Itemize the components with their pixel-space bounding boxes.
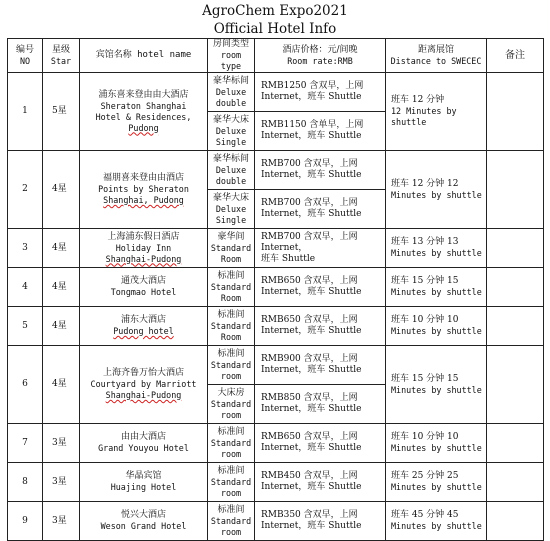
hotel-number: 7 — [8, 424, 43, 463]
room-rate-line: RMB450 含双早，上网 — [261, 471, 358, 481]
distance-line: 班车 10 分钟 10 — [391, 315, 459, 325]
room-type-line: Single — [215, 214, 247, 225]
room-type-line: 标准间 — [217, 504, 245, 515]
room-rate-line: Internet，班车 Shuttle — [261, 131, 362, 141]
room-type-line: room — [220, 526, 242, 537]
room-type-line: Standard — [210, 281, 252, 292]
hotel-name — [80, 307, 208, 346]
room-rate-line: Internet，班车 Shuttle — [261, 92, 362, 102]
distance-line: 班车 15 分钟 15 — [391, 276, 459, 286]
room-type-line: 豪华间 — [217, 231, 245, 242]
header-room-rate: 酒店价格：元/间晚 Room rate:RMB — [255, 39, 386, 73]
room-rate-line: Internet，班车 Shuttle — [261, 170, 362, 180]
hotel-number: 6 — [8, 346, 43, 424]
room-type-line: double — [215, 97, 247, 108]
hotel-name-line: Hotel & Residences, — [95, 111, 192, 122]
room-type-line: Standard — [210, 398, 252, 409]
distance-line: 班车 10 分钟 10 — [391, 432, 459, 442]
remark — [487, 346, 544, 424]
room-type-line: Standard — [210, 476, 252, 487]
header-no: 编号 NO — [8, 39, 43, 73]
room-type-line: 豪华大床 — [212, 114, 249, 125]
hotel-star: 4星 — [43, 151, 80, 229]
room-type-line: 标准间 — [217, 270, 245, 281]
room-rate — [255, 229, 386, 268]
room-rate — [255, 268, 386, 307]
room-rate — [255, 502, 386, 541]
hotel-name-line: Weson Grand Hotel — [100, 521, 187, 531]
hotel-star: 3星 — [43, 502, 80, 541]
room-rate-line: RMB700 含双早，上网 — [261, 159, 358, 169]
room-type-line: 标准间 — [217, 465, 245, 476]
hotel-number: 5 — [8, 307, 43, 346]
room-type — [208, 151, 255, 190]
room-rate — [255, 112, 386, 151]
hotel-name-line: Shanghai, Pudong — [103, 195, 184, 205]
hotel-number: 4 — [8, 268, 43, 307]
room-type-line: Standard — [210, 320, 252, 331]
room-type-line: 豪华大床 — [212, 192, 249, 203]
document-subtitle: Official Hotel Info — [213, 21, 337, 37]
header-star: 星级 Star — [43, 39, 80, 73]
room-type — [208, 424, 255, 463]
hotel-name — [80, 424, 208, 463]
distance — [386, 346, 487, 424]
hotel-name — [80, 73, 208, 151]
hotel-name-line: 悦兴大酒店 — [120, 510, 166, 520]
room-type — [208, 190, 255, 229]
hotel-number: 3 — [8, 229, 43, 268]
room-rate — [255, 307, 386, 346]
table-row — [8, 73, 544, 112]
distance-line: Minutes by shuttle — [391, 443, 482, 453]
header-row — [8, 39, 544, 73]
room-type-line: Standard — [210, 515, 252, 526]
hotel-number: 2 — [8, 151, 43, 229]
room-type — [208, 307, 255, 346]
hotel-name-line: 上海齐鲁万怡大酒店 — [102, 368, 184, 378]
hotel-name — [80, 229, 208, 268]
remark — [487, 151, 544, 229]
distance-line: Minutes by shuttle — [391, 189, 482, 200]
room-rate-line: RMB350 含双早，上网 — [261, 510, 358, 520]
room-type — [208, 385, 255, 424]
room-type-line: room — [220, 409, 242, 420]
hotel-star: 4星 — [43, 268, 80, 307]
room-type-line: 标准间 — [217, 309, 245, 320]
hotel-star: 3星 — [43, 463, 80, 502]
distance-line: 班车 13 分钟 13 — [391, 237, 459, 247]
table-row — [8, 229, 544, 268]
hotel-name-line: Sheraton Shanghai — [100, 100, 187, 111]
room-type-line: Deluxe — [215, 125, 247, 136]
distance — [386, 307, 487, 346]
distance — [386, 73, 487, 151]
room-type-line: Room — [220, 253, 242, 264]
hotel-name-line: 由由大酒店 — [120, 432, 166, 442]
distance — [386, 463, 487, 502]
room-rate-line: Internet，班车 Shuttle — [261, 404, 362, 414]
distance-line: 班车 45 分钟 45 — [391, 510, 459, 520]
remark — [487, 424, 544, 463]
room-type — [208, 112, 255, 151]
distance — [386, 424, 487, 463]
room-rate-line: Internet，班车 Shuttle — [261, 521, 362, 531]
hotel-name — [80, 151, 208, 229]
header-distance: 距离展馆 Distance to SWECEC — [386, 39, 487, 73]
table-row — [8, 151, 544, 190]
distance-line: 班车 12 分钟 — [391, 95, 445, 105]
room-rate — [255, 463, 386, 502]
room-rate-line: RMB700 含双早，上网 — [261, 198, 358, 208]
room-rate-line: Internet，班车 Shuttle — [261, 287, 362, 297]
room-rate-line: 班车 Shuttle — [261, 253, 316, 264]
room-rate-line: RMB900 含双早，上网 — [261, 354, 358, 364]
hotel-star: 5星 — [43, 73, 80, 151]
distance — [386, 268, 487, 307]
distance-line: 班车 12 分钟 12 — [391, 178, 459, 189]
room-type-line: Standard — [210, 437, 252, 448]
hotel-name-line: 浦东喜来登由由大酒店 — [98, 89, 189, 100]
header-hotel-name: 宾馆名称 hotel name — [80, 39, 208, 73]
hotel-name-line: Courtyard by Marriott — [90, 379, 197, 389]
room-type-line: 标准间 — [217, 426, 245, 437]
hotel-name — [80, 268, 208, 307]
hotel-name-line: Grand Youyou Hotel — [98, 443, 189, 453]
room-rate-line: RMB650 含双早，上网 — [261, 276, 358, 286]
room-rate-line: RMB700 含双早，上网 Internet， — [261, 231, 358, 253]
hotel-star: 4星 — [43, 346, 80, 424]
room-rate-line: Internet，班车 Shuttle — [261, 482, 362, 492]
hotel-star: 4星 — [43, 229, 80, 268]
hotel-name-line: Shanghai-Pudong — [105, 253, 182, 264]
hotel-name — [80, 502, 208, 541]
room-type-line: Standard — [210, 242, 252, 253]
room-type-line: Room — [220, 292, 242, 303]
room-type-line: 豪华标间 — [212, 153, 249, 164]
room-type-line: Deluxe — [215, 203, 247, 214]
remark — [487, 268, 544, 307]
hotel-name-line: 华晶宾馆 — [125, 471, 162, 481]
document-title: AgroChem Expo2021 — [202, 3, 348, 19]
room-type-line: Single — [215, 136, 247, 147]
room-type-line: Deluxe — [215, 164, 247, 175]
room-type — [208, 268, 255, 307]
room-type — [208, 73, 255, 112]
room-rate — [255, 424, 386, 463]
distance-line: Minutes by shuttle — [391, 384, 482, 395]
hotel-name — [80, 463, 208, 502]
room-type — [208, 502, 255, 541]
remark — [487, 307, 544, 346]
room-type-line: room — [220, 370, 242, 381]
distance-line: 12 Minutes by shuttle — [391, 106, 457, 127]
room-type-line: double — [215, 175, 247, 186]
distance-line: Minutes by shuttle — [391, 326, 482, 336]
hotel-name-line: 福朋喜来登由由酒店 — [102, 173, 184, 183]
hotel-name-line: Holiday Inn — [115, 242, 172, 253]
hotel-table — [7, 38, 544, 541]
table-row — [8, 463, 544, 502]
room-type-line: Room — [220, 331, 242, 342]
remark — [487, 463, 544, 502]
distance-line: Minutes by shuttle — [391, 482, 482, 492]
room-rate — [255, 73, 386, 112]
hotel-number: 8 — [8, 463, 43, 502]
distance — [386, 151, 487, 229]
room-type — [208, 229, 255, 268]
hotel-name-line: Tongmao Hotel — [110, 287, 177, 297]
table-row — [8, 307, 544, 346]
hotel-name — [80, 346, 208, 424]
hotel-name-line: Pudong hotel — [113, 326, 174, 336]
hotel-name-line: 浦东大酒店 — [120, 315, 166, 325]
room-type-line: room — [220, 448, 242, 459]
room-type-line: Deluxe — [215, 86, 247, 97]
distance-line: Minutes by shuttle — [391, 521, 482, 531]
hotel-name-line: Huajing Hotel — [110, 482, 177, 492]
table-row — [8, 502, 544, 541]
hotel-number: 1 — [8, 73, 43, 151]
distance — [386, 502, 487, 541]
hotel-name-line: Shanghai-Pudong — [105, 390, 182, 400]
hotel-star: 4星 — [43, 307, 80, 346]
table-row — [8, 346, 544, 385]
remark — [487, 73, 544, 151]
title-block — [0, 0, 550, 38]
room-rate — [255, 151, 386, 190]
room-rate-line: RMB1250 含双早，上网 — [261, 81, 364, 91]
distance-line: Minutes by shuttle — [391, 287, 482, 297]
table-row — [8, 268, 544, 307]
header-room-type: 房间类型 room type — [208, 39, 255, 73]
remark — [487, 502, 544, 541]
room-rate-line: RMB850 含双早，上网 — [261, 393, 358, 403]
room-type — [208, 346, 255, 385]
distance — [386, 229, 487, 268]
hotel-star: 3星 — [43, 424, 80, 463]
table-row — [8, 424, 544, 463]
header-remark: 备注 — [487, 39, 544, 73]
distance-line: 班车 25 分钟 25 — [391, 471, 459, 481]
distance-line: Minutes by shuttle — [391, 248, 482, 258]
room-type-line: 标准间 — [217, 348, 245, 359]
hotel-number: 9 — [8, 502, 43, 541]
hotel-name-line: Pudong — [128, 122, 159, 133]
room-rate — [255, 190, 386, 229]
room-rate — [255, 385, 386, 424]
room-type — [208, 463, 255, 502]
room-rate-line: Internet，班车 Shuttle — [261, 209, 362, 219]
hotel-name-line: 上海浦东假日酒店 — [107, 231, 180, 242]
distance-line: 班车 15 分钟 15 — [391, 373, 459, 384]
room-rate-line: RMB650 含双早，上网 — [261, 432, 358, 442]
room-type-line: room — [220, 487, 242, 498]
room-rate-line: Internet，班车 Shuttle — [261, 443, 362, 453]
room-rate-line: Internet，班车 Shuttle — [261, 365, 362, 375]
room-type-line: Standard — [210, 359, 252, 370]
remark — [487, 229, 544, 268]
room-type-line: 大床房 — [217, 387, 245, 398]
room-rate-line: RMB650 含双早，上网 — [261, 315, 358, 325]
hotel-name-line: 通茂大酒店 — [120, 276, 166, 286]
room-rate — [255, 346, 386, 385]
room-rate-line: RMB1150 含单早，上网 — [261, 120, 364, 130]
hotel-name-line: Points by Sheraton — [98, 184, 189, 194]
room-type-line: 豪华标间 — [212, 75, 249, 86]
room-rate-line: Internet，班车 Shuttle — [261, 326, 362, 336]
